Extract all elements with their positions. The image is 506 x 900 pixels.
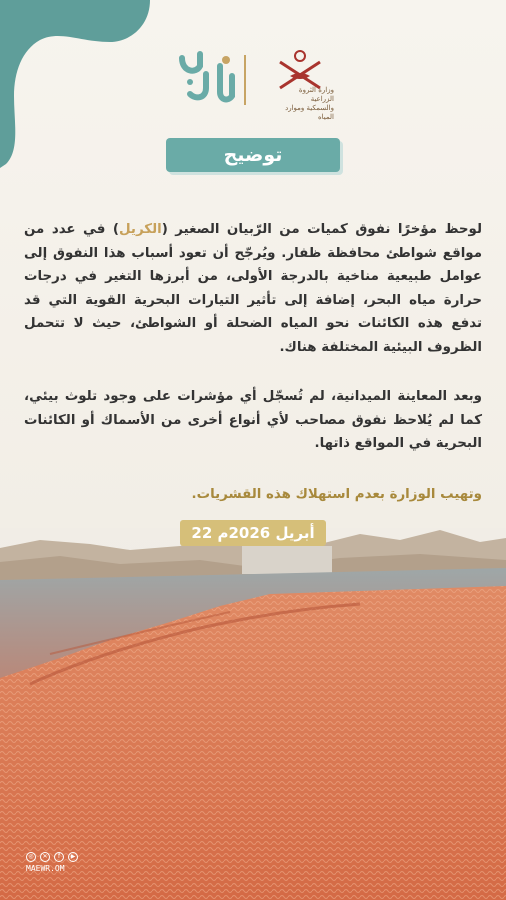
tharawat-logo (176, 48, 238, 108)
youtube-icon[interactable]: ▶ (68, 852, 78, 862)
logo-divider (244, 55, 246, 105)
krill-highlight: الكريل (118, 222, 162, 238)
paragraph-3-advisory: وتهيب الوزارة بعدم استهلاك هذه القشريات. (191, 487, 482, 503)
title-badge (166, 138, 340, 172)
page-title: توضيح (223, 144, 283, 166)
top-left-decoration (0, 0, 150, 170)
footer-social (26, 852, 96, 880)
date-badge (180, 520, 326, 546)
ministry-name: وزارة الثروة الزراعية والسمكية وموارد المياه (285, 86, 334, 121)
post-date: 22 أبريل 2026م (191, 524, 315, 542)
instagram-icon[interactable]: ◎ (26, 852, 36, 862)
website-link[interactable]: MAEWR.OM (26, 864, 65, 873)
paragraph-2: وبعد المعاينة الميدانية، لم تُسجّل أي مؤشرات على وجود تلوث بيئي، كما لم يُلاحظ نفوق مصاحب لأي أنواع أخرى من الأسماك أو الكائنات البحرية في المواقع ذاتها. (24, 389, 482, 452)
beach-shrimp-photo (0, 528, 506, 900)
x-icon[interactable]: ✕ (40, 852, 50, 862)
facebook-icon[interactable]: f (54, 852, 64, 862)
paragraph-1: لوحظ مؤخرًا نفوق كميات من الرّبيان الصغير (الكريل) في عدد من مواقع شواطئ محافظة ظفار. ويُرجّح أن تعود أسباب هذا النفوق إلى عوامل طبيعية مناخية بالدرجة الأولى، من أبرزها التغير في درجات حرارة مياه البحر، إضافة إلى تأثير التيارات البحرية القوية التي قد تدفع هذه الكائنات نحو المياه الضحلة أو الشواطئ، حيث لا تتحمل الظروف البيئية المختلفة هناك. (24, 222, 482, 355)
